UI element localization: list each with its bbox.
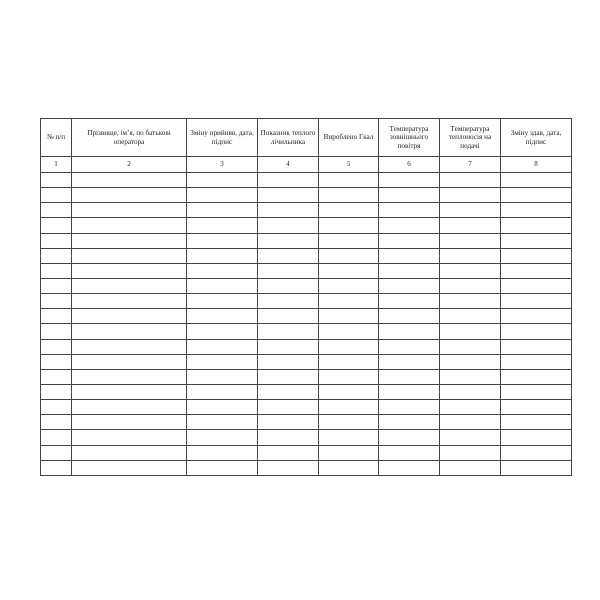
table-header-row (41, 119, 572, 157)
table-cell (319, 324, 379, 339)
table-cell (440, 218, 501, 233)
table-cell (72, 309, 187, 324)
table-row (41, 400, 572, 415)
table-cell (379, 354, 440, 369)
table-cell (501, 263, 572, 278)
table-cell (187, 400, 258, 415)
table-cell (72, 369, 187, 384)
header-cell-supply-temperature: Температура теплоносія на подачі (440, 119, 501, 157)
table-cell (258, 369, 319, 384)
table-cell (440, 354, 501, 369)
table-cell (319, 384, 379, 399)
table-cell (258, 173, 319, 188)
table-cell (187, 354, 258, 369)
table-cell (72, 430, 187, 445)
table-cell (501, 203, 572, 218)
table-cell (41, 415, 72, 430)
table-cell (319, 263, 379, 278)
table-cell (72, 339, 187, 354)
table-cell (379, 415, 440, 430)
table-cell (379, 218, 440, 233)
table-cell (440, 400, 501, 415)
column-number: 8 (501, 157, 572, 173)
table-cell (501, 415, 572, 430)
table-cell (41, 445, 72, 460)
column-number: 1 (41, 157, 72, 173)
table-cell (501, 188, 572, 203)
table-row (41, 188, 572, 203)
table-cell (187, 233, 258, 248)
table-cell (258, 218, 319, 233)
table-cell (319, 400, 379, 415)
table-cell (319, 203, 379, 218)
table-cell (72, 233, 187, 248)
table-cell (440, 309, 501, 324)
table-cell (379, 188, 440, 203)
table-cell (258, 294, 319, 309)
journal-table (40, 118, 572, 476)
table-cell (379, 173, 440, 188)
table-cell (72, 203, 187, 218)
table-cell (501, 248, 572, 263)
table-cell (440, 233, 501, 248)
table-cell (187, 415, 258, 430)
table-cell (440, 278, 501, 293)
table-cell (501, 294, 572, 309)
table-cell (187, 218, 258, 233)
table-cell (440, 369, 501, 384)
table-cell (319, 233, 379, 248)
table-cell (501, 339, 572, 354)
table-row (41, 218, 572, 233)
header-cell-heat-meter-reading: Показник теплого лічильника (258, 119, 319, 157)
table-row (41, 324, 572, 339)
table-cell (72, 188, 187, 203)
table-cell (501, 445, 572, 460)
table-row (41, 445, 572, 460)
table-cell (379, 263, 440, 278)
table-cell (258, 384, 319, 399)
table-cell (258, 203, 319, 218)
table-cell (319, 369, 379, 384)
header-cell-outdoor-temperature: Температура зовнішнього повітря (379, 119, 440, 157)
table-cell (41, 460, 72, 475)
column-number-row (41, 157, 572, 173)
table-cell (187, 278, 258, 293)
table-cell (187, 460, 258, 475)
table-cell (41, 339, 72, 354)
table-cell (187, 384, 258, 399)
table-cell (501, 354, 572, 369)
table-cell (41, 248, 72, 263)
table-cell (440, 445, 501, 460)
table-cell (379, 278, 440, 293)
table-row (41, 294, 572, 309)
table-cell (41, 173, 72, 188)
table-cell (187, 248, 258, 263)
table-cell (41, 309, 72, 324)
column-number: 7 (440, 157, 501, 173)
header-cell-row-number: № п/п (41, 119, 72, 157)
table-row (41, 263, 572, 278)
table-cell (379, 294, 440, 309)
table-cell (187, 445, 258, 460)
table-cell (41, 188, 72, 203)
table-cell (258, 400, 319, 415)
table-cell (319, 294, 379, 309)
table-cell (187, 173, 258, 188)
table-cell (258, 460, 319, 475)
table-cell (258, 263, 319, 278)
table-cell (41, 400, 72, 415)
table-row (41, 203, 572, 218)
table-cell (258, 324, 319, 339)
table-cell (72, 384, 187, 399)
table-cell (187, 430, 258, 445)
table-cell (319, 460, 379, 475)
table-cell (41, 263, 72, 278)
column-number: 3 (187, 157, 258, 173)
table-cell (187, 324, 258, 339)
table-cell (379, 248, 440, 263)
table-cell (440, 188, 501, 203)
header-cell-shift-accepted: Зміну прийняв, дата, підпис (187, 119, 258, 157)
table-cell (72, 294, 187, 309)
table-cell (440, 460, 501, 475)
table-row (41, 460, 572, 475)
table-cell (319, 173, 379, 188)
table-cell (501, 218, 572, 233)
table-cell (501, 324, 572, 339)
table-row (41, 173, 572, 188)
table-row (41, 430, 572, 445)
table-cell (187, 188, 258, 203)
table-cell (501, 278, 572, 293)
journal-body (41, 173, 572, 476)
column-number: 4 (258, 157, 319, 173)
table-cell (440, 294, 501, 309)
table-cell (440, 415, 501, 430)
table-cell (72, 400, 187, 415)
table-row (41, 339, 572, 354)
table-cell (72, 354, 187, 369)
table-cell (187, 203, 258, 218)
table-cell (440, 203, 501, 218)
table-cell (41, 233, 72, 248)
table-cell (319, 445, 379, 460)
header-cell-operator-name: Прізвище, ім’я, по батькові оператора (72, 119, 187, 157)
table-cell (41, 430, 72, 445)
column-number: 5 (319, 157, 379, 173)
table-cell (187, 294, 258, 309)
table-cell (501, 233, 572, 248)
table-cell (41, 218, 72, 233)
table-cell (319, 430, 379, 445)
table-cell (41, 324, 72, 339)
table-cell (72, 248, 187, 263)
table-row (41, 354, 572, 369)
table-cell (319, 218, 379, 233)
table-cell (319, 248, 379, 263)
table-cell (187, 369, 258, 384)
table-cell (187, 339, 258, 354)
table-cell (379, 430, 440, 445)
table-cell (501, 173, 572, 188)
table-row (41, 309, 572, 324)
table-cell (41, 354, 72, 369)
table-cell (440, 430, 501, 445)
table-cell (258, 415, 319, 430)
table-cell (258, 233, 319, 248)
table-cell (501, 460, 572, 475)
table-cell (319, 309, 379, 324)
table-row (41, 384, 572, 399)
table-cell (258, 339, 319, 354)
table-cell (41, 384, 72, 399)
table-cell (258, 278, 319, 293)
table-cell (41, 294, 72, 309)
table-cell (440, 384, 501, 399)
table-cell (440, 324, 501, 339)
table-cell (41, 369, 72, 384)
table-cell (319, 415, 379, 430)
header-cell-produced-gcal: Вироблено Гкал (319, 119, 379, 157)
table-cell (501, 369, 572, 384)
table-cell (258, 354, 319, 369)
table-cell (379, 324, 440, 339)
table-cell (72, 415, 187, 430)
table-cell (379, 384, 440, 399)
table-row (41, 369, 572, 384)
table-cell (319, 339, 379, 354)
table-cell (379, 369, 440, 384)
table-cell (440, 173, 501, 188)
table-cell (440, 339, 501, 354)
table-cell (319, 278, 379, 293)
table-cell (501, 400, 572, 415)
column-number: 2 (72, 157, 187, 173)
table-cell (258, 430, 319, 445)
table-cell (72, 445, 187, 460)
table-cell (258, 188, 319, 203)
table-cell (379, 400, 440, 415)
table-cell (319, 188, 379, 203)
table-cell (41, 278, 72, 293)
table-row (41, 233, 572, 248)
table-cell (379, 309, 440, 324)
table-cell (258, 445, 319, 460)
table-cell (72, 173, 187, 188)
table-cell (258, 248, 319, 263)
table-cell (379, 203, 440, 218)
table-cell (379, 445, 440, 460)
table-cell (379, 460, 440, 475)
table-cell (379, 339, 440, 354)
table-row (41, 278, 572, 293)
table-cell (501, 384, 572, 399)
table-cell (41, 203, 72, 218)
table-cell (72, 460, 187, 475)
table-cell (187, 309, 258, 324)
table-cell (72, 218, 187, 233)
column-number: 6 (379, 157, 440, 173)
table-cell (72, 324, 187, 339)
table-cell (379, 233, 440, 248)
table-row (41, 248, 572, 263)
table-cell (440, 248, 501, 263)
table-cell (501, 430, 572, 445)
header-cell-shift-handed-over: Зміну здав, дата, підпис (501, 119, 572, 157)
table-cell (440, 263, 501, 278)
table-cell (501, 309, 572, 324)
table-cell (72, 263, 187, 278)
table-cell (258, 309, 319, 324)
table-cell (187, 263, 258, 278)
table-row (41, 415, 572, 430)
table-cell (72, 278, 187, 293)
table-cell (319, 354, 379, 369)
